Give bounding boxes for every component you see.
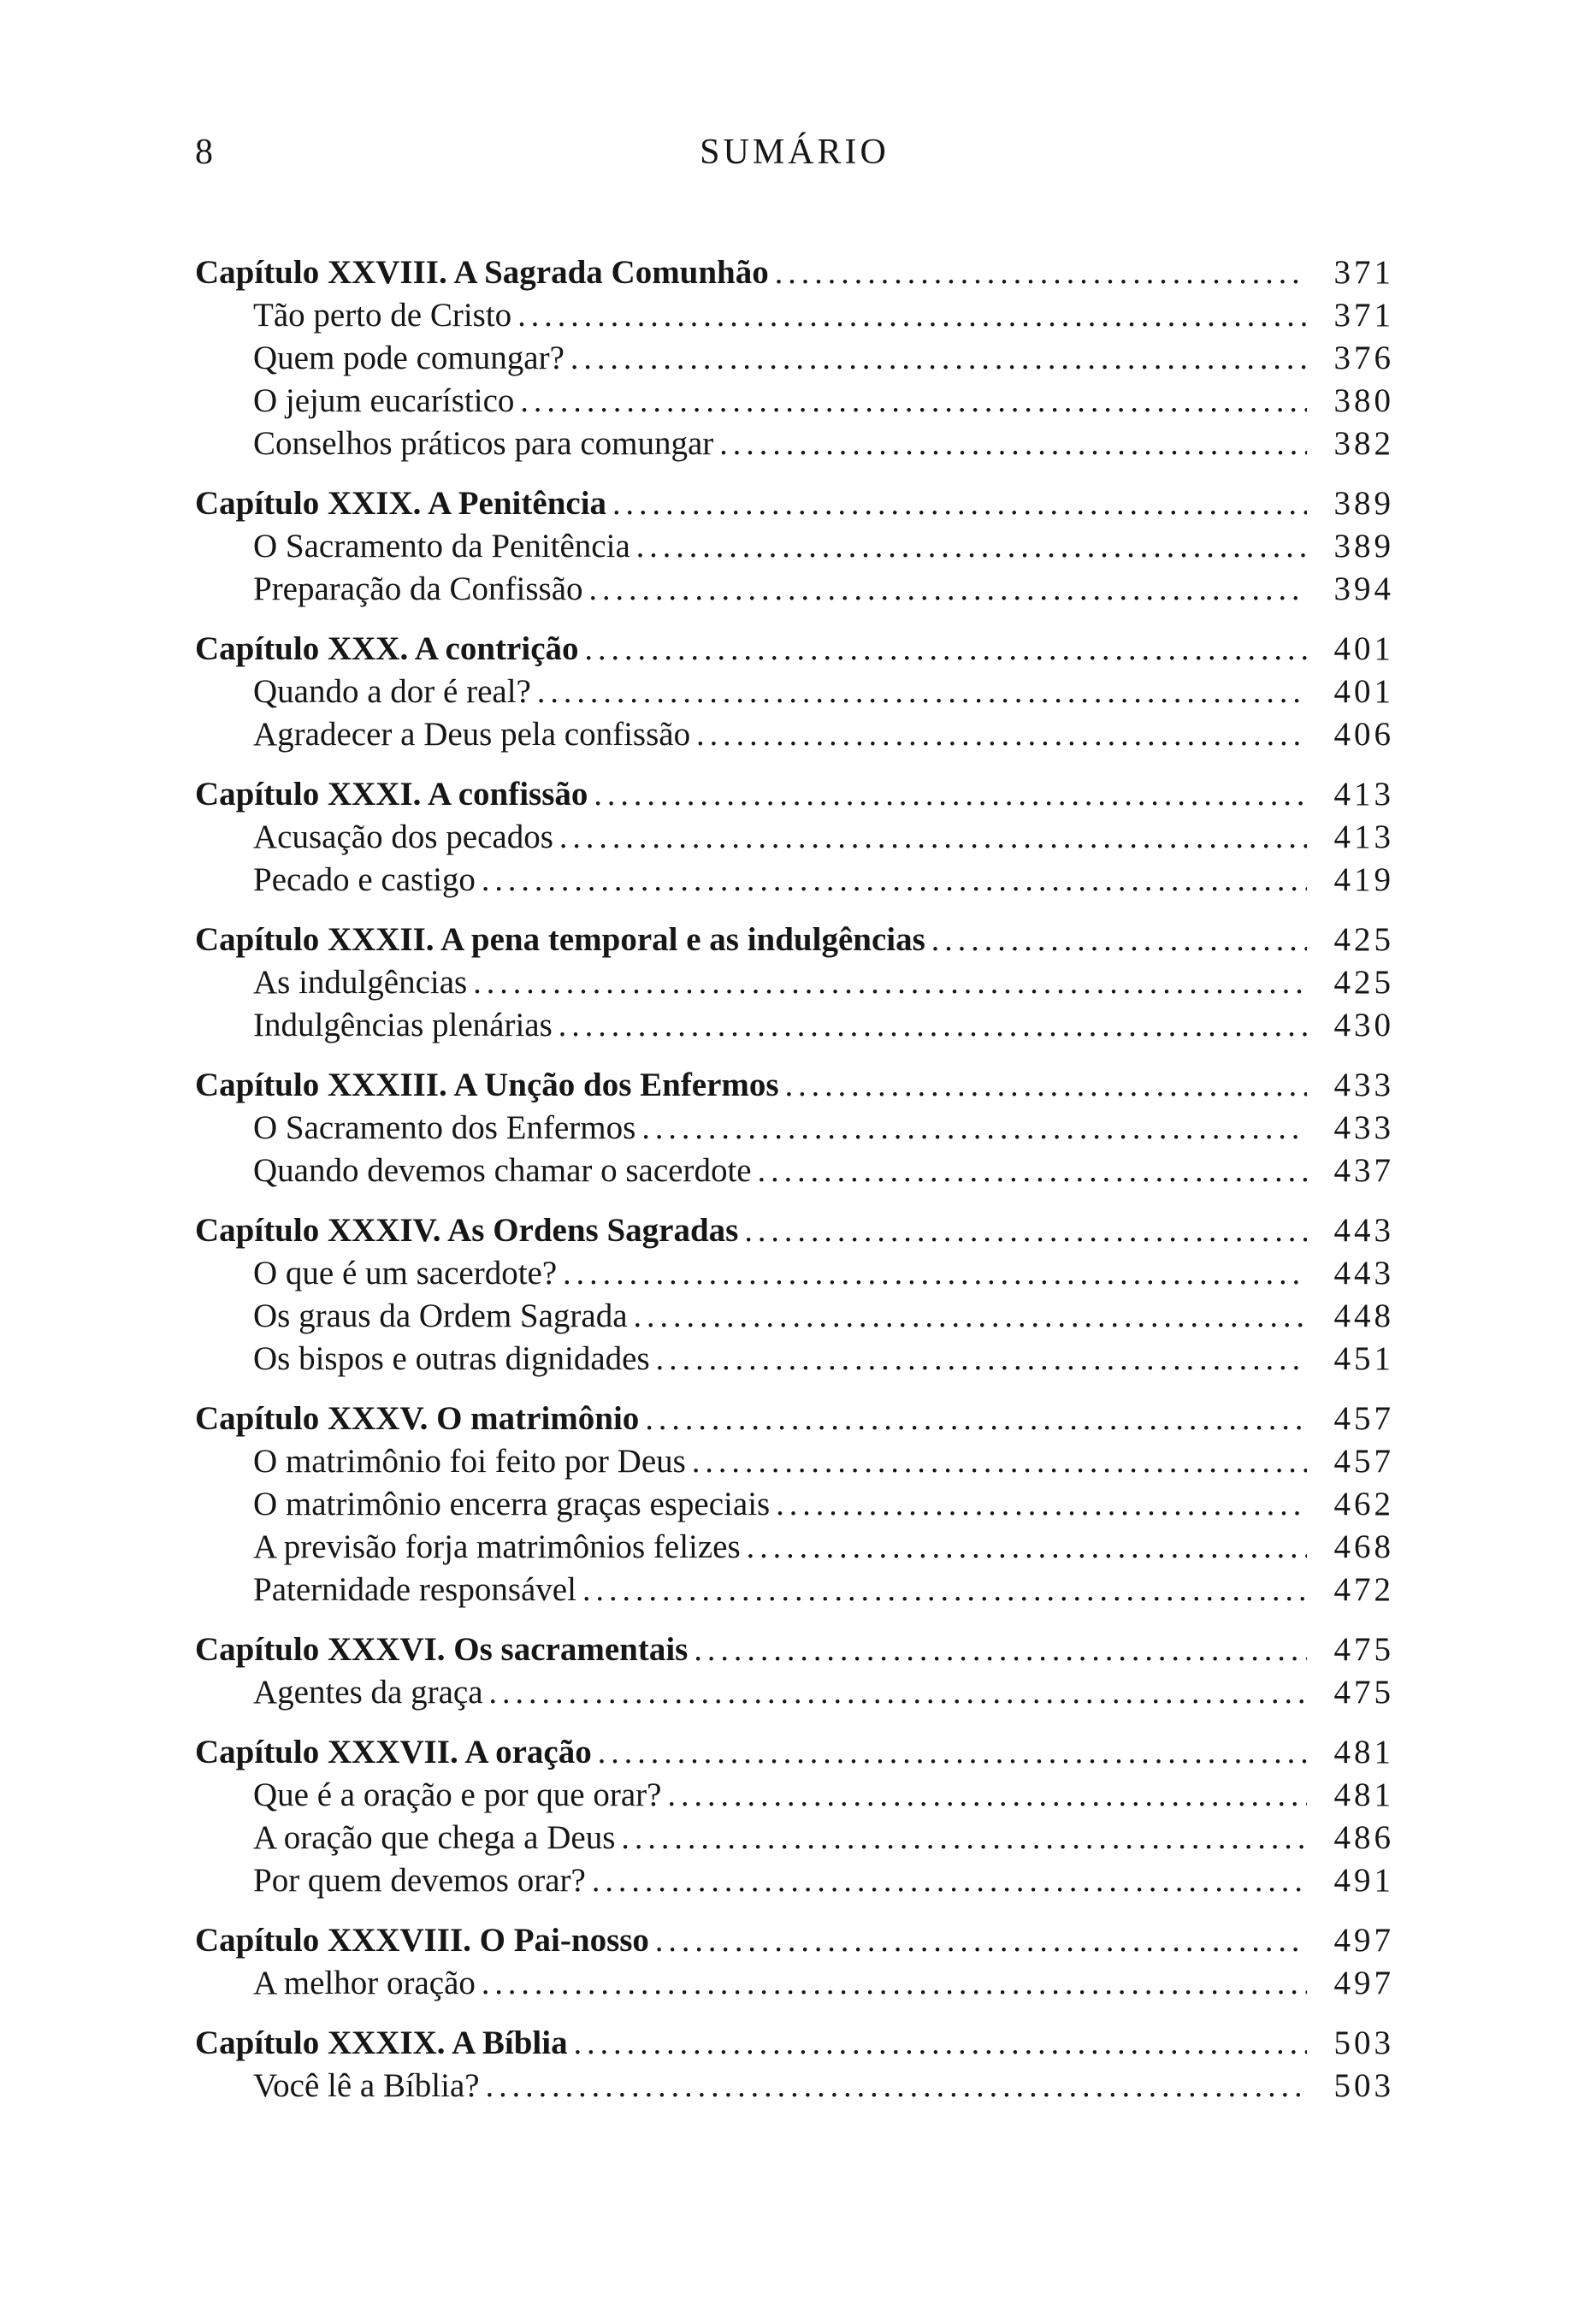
dot-leader	[634, 1295, 1307, 1338]
toc-entry-label: Capítulo XXXIX. A Bíblia	[195, 2024, 568, 2061]
dot-leader	[612, 482, 1307, 525]
toc-entry-page: 475	[1333, 1674, 1394, 1711]
toc-entry-page: 497	[1333, 1965, 1394, 2001]
dot-leader	[589, 568, 1307, 611]
folio-page-number: 8	[195, 133, 213, 172]
toc-entry-label: Capítulo XXXV. O matrimônio	[195, 1400, 640, 1437]
toc-entry-page: 486	[1333, 1819, 1394, 1856]
toc-sub-row	[195, 713, 1394, 756]
toc-sub-row	[195, 1252, 1394, 1295]
dot-leader	[482, 859, 1307, 901]
toc-chapter-row	[195, 2022, 1394, 2065]
toc-entry-label: Que é a oração e por que orar?	[253, 1776, 662, 1813]
dot-leader	[747, 1526, 1307, 1569]
toc-entry-page: 443	[1333, 1255, 1394, 1292]
toc-sub-row	[195, 568, 1394, 611]
toc-entry-page: 389	[1333, 485, 1394, 522]
toc-chapter-row	[195, 1731, 1394, 1774]
toc-entry-label: O Sacramento da Penitência	[253, 528, 630, 564]
toc-sub-row	[195, 1774, 1394, 1817]
toc-entry-label: Quando a dor é real?	[253, 673, 531, 710]
toc-entry-page: 475	[1333, 1631, 1394, 1668]
toc-sub-row	[195, 1569, 1394, 1611]
toc-chapter-row	[195, 1919, 1394, 1962]
toc-entry-page: 468	[1333, 1528, 1394, 1565]
toc-sub-row	[195, 816, 1394, 859]
toc-entry-page: 451	[1333, 1340, 1394, 1377]
toc-entry-page: 497	[1333, 1922, 1394, 1959]
dot-leader	[641, 1107, 1307, 1150]
dot-leader	[694, 1628, 1307, 1671]
toc-entry-label: Você lê a Bíblia?	[253, 2067, 480, 2104]
toc-sub-row	[195, 1962, 1394, 2005]
toc-entry-label: Paternidade responsável	[253, 1571, 576, 1608]
toc-entry-page: 406	[1333, 716, 1394, 753]
toc-entry-label: A melhor oração	[253, 1965, 476, 2001]
dot-leader	[655, 1919, 1307, 1962]
toc-entry-page: 413	[1333, 819, 1394, 855]
dot-leader	[785, 1064, 1307, 1107]
toc-entry-label: Conselhos práticos para comungar	[253, 425, 714, 462]
toc-entry-label: Os bispos e outras dignidades	[253, 1340, 650, 1377]
dot-leader	[517, 294, 1307, 337]
toc-entry-label: Agentes da graça	[253, 1674, 483, 1711]
dot-leader	[563, 1252, 1307, 1295]
toc-sub-row	[195, 1483, 1394, 1526]
dot-leader	[692, 1440, 1307, 1483]
toc-entry-label: A previsão forja matrimônios felizes	[253, 1528, 741, 1565]
toc-sub-row	[195, 961, 1394, 1004]
dot-leader	[559, 1004, 1307, 1047]
toc-entry-page: 457	[1333, 1443, 1394, 1480]
toc-entry-page: 401	[1333, 673, 1394, 710]
toc-entry-page: 457	[1333, 1400, 1394, 1437]
toc-entry-page: 380	[1333, 382, 1394, 419]
dot-leader	[667, 1774, 1307, 1817]
toc-entry-label: Capítulo XXXII. A pena temporal e as indulgências	[195, 921, 925, 958]
toc-entry-label: Capítulo XXXI. A confissão	[195, 776, 588, 813]
toc-sub-row	[195, 294, 1394, 337]
toc-entry-label: As indulgências	[253, 964, 468, 1001]
toc-sub-row	[195, 1004, 1394, 1047]
toc-chapter-row	[195, 919, 1394, 961]
toc-entry-label: Quando devemos chamar o sacerdote	[253, 1152, 752, 1189]
dot-leader	[598, 1731, 1307, 1774]
toc-entry-page: 371	[1333, 297, 1394, 334]
toc-sub-row	[195, 1526, 1394, 1569]
toc-entry-label: Capítulo XXVIII. A Sagrada Comunhão	[195, 254, 769, 291]
toc-entry-label: Capítulo XXXVII. A oração	[195, 1734, 592, 1770]
toc-entry-page: 413	[1333, 776, 1394, 813]
toc-entry-page: 433	[1333, 1109, 1394, 1146]
dot-leader	[559, 816, 1307, 859]
dot-leader	[776, 1483, 1307, 1526]
toc-entry-page: 394	[1333, 570, 1394, 607]
toc-entry-label: O matrimônio encerra graças especiais	[253, 1486, 771, 1522]
toc-entry-page: 462	[1333, 1486, 1394, 1522]
toc-entry-label: Capítulo XXXVI. Os sacramentais	[195, 1631, 689, 1668]
toc-sub-row	[195, 1859, 1394, 1902]
toc-entry-label: Preparação da Confissão	[253, 570, 583, 607]
toc-entry-label: Quem pode comungar?	[253, 340, 565, 376]
dot-leader	[574, 2022, 1307, 2065]
toc-sub-row	[195, 1440, 1394, 1483]
toc-entry-label: A oração que chega a Deus	[253, 1819, 616, 1856]
dot-leader	[636, 525, 1307, 568]
toc-sub-row	[195, 1150, 1394, 1192]
toc-entry-page: 481	[1333, 1776, 1394, 1813]
toc-sub-row	[195, 1107, 1394, 1150]
toc-entry-page: 472	[1333, 1571, 1394, 1608]
toc-entry-page: 503	[1333, 2024, 1394, 2061]
toc-chapter-row	[195, 251, 1394, 294]
toc-chapter-row	[195, 1628, 1394, 1671]
toc-sub-row	[195, 337, 1394, 380]
dot-leader	[758, 1150, 1307, 1192]
toc-entry-label: Capítulo XXXIII. A Unção dos Enfermos	[195, 1067, 779, 1103]
toc-entry-page: 443	[1333, 1212, 1394, 1249]
toc-entry-page: 371	[1333, 254, 1394, 291]
toc-entry-label: Agradecer a Deus pela confissão	[253, 716, 691, 753]
toc-chapter-row	[195, 773, 1394, 816]
toc-entry-label: O que é um sacerdote?	[253, 1255, 558, 1292]
toc-sub-row	[195, 859, 1394, 901]
toc-entry-label: Pecado e castigo	[253, 861, 476, 898]
toc-entry-label: Indulgências plenárias	[253, 1007, 553, 1043]
toc-entry-page: 401	[1333, 630, 1394, 667]
toc-sub-row	[195, 2065, 1394, 2107]
toc-entry-page: 389	[1333, 528, 1394, 564]
toc-sub-row	[195, 1295, 1394, 1338]
toc-entry-label: Capítulo XXIX. A Penitência	[195, 485, 607, 522]
toc-entry-label: Capítulo XXXVIII. O Pai-nosso	[195, 1922, 649, 1959]
toc-entry-label: O matrimônio foi feito por Deus	[253, 1443, 686, 1480]
toc-entry-label: Tão perto de Cristo	[253, 297, 512, 334]
dot-leader	[931, 919, 1307, 961]
dot-leader	[570, 337, 1307, 380]
toc-sub-row	[195, 1338, 1394, 1380]
toc-entry-page: 419	[1333, 861, 1394, 898]
toc-sub-row	[195, 1817, 1394, 1859]
dot-leader	[656, 1338, 1307, 1380]
toc-chapter-row	[195, 1209, 1394, 1252]
toc-chapter-row	[195, 482, 1394, 525]
toc-entry-label: O jejum eucarístico	[253, 382, 515, 419]
dot-leader	[744, 1209, 1307, 1252]
running-header	[0, 130, 1596, 174]
dot-leader	[489, 1671, 1307, 1714]
toc-entry-page: 425	[1333, 921, 1394, 958]
toc-entry-page: 437	[1333, 1152, 1394, 1189]
dot-leader	[621, 1817, 1307, 1859]
toc-entry-label: Capítulo XXX. A contrição	[195, 630, 579, 667]
dot-leader	[482, 1962, 1307, 2005]
dot-leader	[520, 380, 1307, 423]
toc-entry-page: 430	[1333, 1007, 1394, 1043]
toc-entry-page: 491	[1333, 1862, 1394, 1899]
dot-leader	[594, 773, 1307, 816]
toc-sub-row	[195, 380, 1394, 423]
toc-entry-page: 382	[1333, 425, 1394, 462]
dot-leader	[585, 628, 1308, 671]
table-of-contents	[195, 251, 1394, 2107]
toc-sub-row	[195, 423, 1394, 465]
dot-leader	[719, 423, 1307, 465]
toc-entry-page: 481	[1333, 1734, 1394, 1770]
toc-entry-label: Capítulo XXXIV. As Ordens Sagradas	[195, 1212, 739, 1249]
dot-leader	[537, 671, 1307, 713]
toc-sub-row	[195, 1671, 1394, 1714]
dot-leader	[486, 2065, 1307, 2107]
page-title: SUMÁRIO	[700, 133, 890, 172]
dot-leader	[696, 713, 1307, 756]
toc-entry-label: Acusação dos pecados	[253, 819, 553, 855]
dot-leader	[775, 251, 1307, 294]
dot-leader	[592, 1859, 1307, 1902]
dot-leader	[645, 1398, 1307, 1440]
toc-chapter-row	[195, 1064, 1394, 1107]
toc-entry-page: 433	[1333, 1067, 1394, 1103]
toc-entry-label: Os graus da Ordem Sagrada	[253, 1297, 628, 1334]
toc-sub-row	[195, 671, 1394, 713]
dot-leader	[473, 961, 1307, 1004]
toc-chapter-row	[195, 628, 1394, 671]
toc-entry-page: 448	[1333, 1297, 1394, 1334]
toc-sub-row	[195, 525, 1394, 568]
toc-entry-label: O Sacramento dos Enfermos	[253, 1109, 636, 1146]
toc-entry-page: 425	[1333, 964, 1394, 1001]
toc-entry-page: 376	[1333, 340, 1394, 376]
toc-entry-page: 503	[1333, 2067, 1394, 2104]
toc-chapter-row	[195, 1398, 1394, 1440]
toc-entry-label: Por quem devemos orar?	[253, 1862, 586, 1899]
dot-leader	[582, 1569, 1307, 1611]
